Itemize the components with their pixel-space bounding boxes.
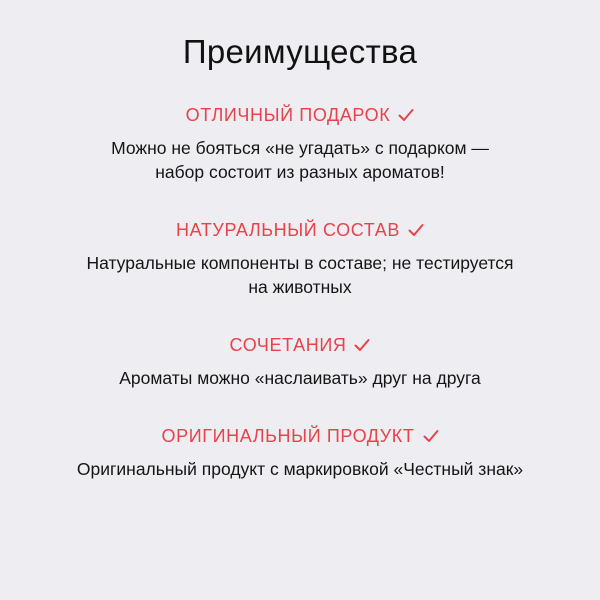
- feature-description-line: набор состоит из разных ароматов!: [155, 162, 445, 182]
- page-title: Преимущества: [182, 33, 418, 70]
- feature-title: СОЧЕТАНИЯ: [229, 335, 347, 355]
- feature-title: ОРИГИНАЛЬНЫЙ ПРОДУКТ: [161, 426, 415, 446]
- feature-description-line: на животных: [248, 277, 352, 297]
- feature-description-line: Ароматы можно «наслаивать» друг на друга: [119, 368, 481, 388]
- feature-description: [0, 136, 600, 184]
- feature-title: НАТУРАЛЬНЫЙ СОСТАВ: [176, 220, 400, 240]
- feature-heading: [0, 217, 600, 243]
- feature-combinations: [0, 332, 600, 390]
- feature-original: [0, 423, 600, 481]
- feature-gift: [0, 102, 600, 184]
- feature-description: [0, 366, 600, 390]
- check-icon: [408, 223, 424, 237]
- feature-natural: [0, 217, 600, 299]
- feature-description-line: Можно не бояться «не угадать» с подарком —: [111, 138, 489, 158]
- feature-heading: [0, 423, 600, 449]
- check-icon: [423, 429, 439, 443]
- feature-heading: [0, 332, 600, 358]
- feature-heading: [0, 102, 600, 128]
- feature-description-line: Натуральные компоненты в составе; не тестируется: [86, 253, 514, 273]
- feature-description: [0, 251, 600, 299]
- check-icon: [398, 108, 414, 122]
- feature-description: [0, 457, 600, 481]
- check-icon: [354, 338, 370, 352]
- feature-description-line: Оригинальный продукт с маркировкой «Честный знак»: [76, 459, 524, 479]
- feature-title: ОТЛИЧНЫЙ ПОДАРОК: [185, 105, 391, 125]
